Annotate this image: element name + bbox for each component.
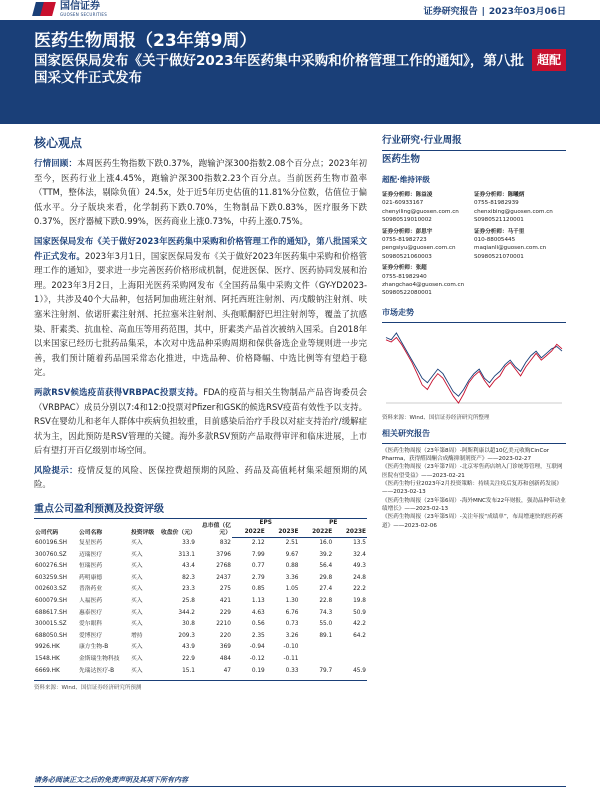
analyst-cert: S0980521070001 [474, 253, 524, 260]
cell-price: 43.4 [182, 563, 195, 570]
related-report-item[interactable]: 《医药生物周报（23年第5周）-关注年报“成绩单”，布局增速快的医药赛道》——2023-02-06 [382, 514, 563, 529]
col-mcap: 总市值（亿元） [202, 522, 231, 536]
cell-pe1: 16.0 [319, 540, 333, 547]
rsv-text: FDA的疫苗与相关生物制品产品咨询委员会（VRBPAC）成员分别以7:4和12:0投票对Pfizer和GSK的候选RSV疫苗有效性予以支持。RSV在婴幼儿和老年人群体中疾病负担较重，目前感染后治疗手段以对症支持治疗/缓解症状为主，因此预防是RSV管理的关键。海外多款RSV预防产品取得审评和临床进展，上市后有望打开百亿级别市场空间。 [34, 386, 367, 456]
cell-mcap: 421 [219, 598, 231, 605]
cell-mcap: 47 [223, 667, 231, 674]
cell-rating: 买入 [131, 644, 143, 651]
table-row [34, 665, 367, 677]
cell-price: 22.9 [182, 656, 195, 663]
col-eps-2023: 2023E [266, 528, 300, 538]
cell-pe1: 79.7 [319, 667, 333, 674]
cell-name: 先瑞达医疗-B [79, 667, 115, 674]
cell-eps2: -0.11 [283, 656, 299, 663]
cell-eps2: 1.30 [285, 598, 299, 605]
header-meta [424, 4, 566, 17]
analyst-name: 马千里 [507, 228, 525, 235]
cell-code: 600079.SH [35, 598, 68, 605]
cell-price: 30.8 [182, 621, 195, 628]
cell-rating: 买入 [131, 667, 143, 674]
rsv-paragraph [34, 385, 367, 458]
related-divider [382, 443, 566, 444]
table-row [34, 619, 367, 631]
cell-code: 603259.SH [35, 574, 68, 581]
cell-price: 209.3 [178, 632, 195, 639]
table-row [34, 607, 367, 619]
cell-eps1: 2.12 [251, 540, 265, 547]
market-review-lead: 行情回顾： [34, 158, 78, 168]
cell-eps2: 0.73 [285, 621, 299, 628]
analyst-phone: 0755-81982940 [382, 273, 427, 280]
cell-mcap: 2437 [216, 574, 231, 581]
analyst-phone: 0755-81982939 [474, 200, 519, 207]
cell-code: 300015.SZ [35, 621, 67, 628]
table-row [34, 538, 367, 550]
cell-eps1: -0.94 [249, 644, 265, 651]
procurement-lead: 国家医保局发布《关于做好2023年医药集中采购和价格管理工作的通知》，第八批国采文件正式发布。 [34, 235, 367, 261]
cell-name: 惠泰医疗 [79, 609, 103, 616]
risk-text: 疫情反复的风险、医保控费超预期的风险、药品及高值耗材集采超预期的风险。 [34, 464, 368, 490]
analyst-name: 彭思宇 [415, 228, 433, 235]
cell-eps1: 0.56 [251, 621, 265, 628]
cell-eps1: 4.63 [251, 609, 265, 616]
table-row [34, 596, 367, 608]
cell-code: 9926.HK [35, 644, 60, 651]
related-reports-title: 相关研究报告 [382, 428, 430, 438]
related-report-item[interactable]: 《医药生物周报（23年第8周）-阿斯利康以超10亿美元收购CinCor Pharma，获得醛固酮合成酶抑制剂资产》——2023-02-27 [382, 447, 550, 463]
cell-eps1: 0.85 [251, 586, 265, 593]
cell-price: 82.3 [182, 574, 195, 581]
cell-eps2: 0.33 [285, 667, 299, 674]
cell-name: 恒瑞医药 [79, 563, 103, 570]
cell-pe1: 39.2 [319, 551, 333, 558]
cell-rating: 买入 [131, 563, 143, 570]
col-pe-2023: 2023E [333, 528, 367, 538]
report-type: 证券研究报告 [423, 7, 478, 17]
cell-pe2 [333, 642, 367, 654]
chart-series-line-1 [386, 337, 562, 403]
cell-eps1: 7.99 [251, 551, 265, 558]
cell-name: 复星医药 [79, 540, 103, 547]
cell-rating: 买入 [131, 540, 143, 547]
related-report-item[interactable]: 《医药生物周报（23年第7周）-北京零售药店纳入门诊统筹管理，互联网医院有望受益》——2023-02-21 [382, 464, 563, 479]
analyst-card [474, 228, 566, 262]
cell-rating: 买入 [131, 574, 143, 581]
cell-name: 迈瑞医疗 [79, 551, 103, 558]
cell-pe1 [300, 642, 334, 654]
related-report-item[interactable]: 《医药生物行业2023年2月投资策略：持续关注疫后复苏和创新药发展》——2023-02-13 [382, 481, 563, 496]
cell-rating: 买入 [131, 656, 143, 663]
market-trend-title: 市场走势 [382, 307, 414, 317]
risk-paragraph [34, 463, 367, 492]
cell-pe2: 49.3 [353, 563, 366, 570]
analyst-card [382, 228, 474, 262]
cell-price: 33.9 [182, 540, 195, 547]
analyst-name: 张超 [415, 265, 427, 272]
table-row [34, 654, 367, 666]
report-title: 医药生物周报（23年第9周） [34, 31, 257, 51]
cell-eps1: 1.13 [251, 598, 265, 605]
cell-price: 25.8 [182, 598, 195, 605]
analyst-role: 证券分析师： [474, 228, 508, 235]
col-pe: PE [329, 520, 338, 527]
procurement-text: 2023年3月1日，国家医保局发布《关于做好2023年医药集中采购和价格管理工作的通知》，要求进一步完善医药价格形成机制，促进医保、医疗、医药协同发展和治理。2023年3月2日，上海阳光医药采购网发布《全国药品集中采购文件（GY-YD2023-1）》，共涉及40个大品种，包括阿加曲班注射剂、阿托西班注射剂、丙戊酸钠注射剂、呋塞米注射剂、依诺肝素注射剂、托拉塞米注射剂、头孢哌酮舒巴坦注射剂等，覆盖了抗感染、肝素类、抗血栓、高血压等用药范围，其中，肝素类产品首次被纳入国采。自2018年以来国家已经历七批药品集采，本次对中选品种采购周期和保供备选企业等规则进一步完善，我们预计随着药品国采常态化推进，中选品种、价格降幅、中选比例等有望趋于稳定。 [34, 250, 367, 378]
cell-name: 人福医药 [79, 598, 103, 605]
cell-pe2: 24.8 [353, 574, 366, 581]
analyst-name: 陈曦炳 [507, 192, 525, 198]
sidebar-divider [382, 150, 566, 151]
cell-pe1: 55.0 [319, 621, 333, 628]
market-review-paragraph [34, 156, 367, 229]
cell-eps1: 2.79 [251, 574, 265, 581]
cell-mcap: 2768 [216, 563, 231, 570]
cell-pe1: 56.4 [319, 563, 333, 570]
cell-pe1: 22.8 [319, 598, 333, 605]
analyst-row [382, 191, 566, 225]
cell-pe1: 27.4 [319, 586, 333, 593]
logo-cn-text: 国信证券 [60, 0, 100, 12]
cell-eps1: 0.77 [251, 563, 265, 570]
cell-price: 43.9 [182, 644, 195, 651]
report-subtitle: 国家医保局发布《关于做好2023年医药集中采购和价格管理工作的通知》，第八批国采文件正式发布 [34, 53, 524, 86]
cell-name: 爱博医疗 [79, 632, 103, 639]
cell-rating: 增持 [131, 632, 143, 639]
analyst-phone: 010-88005445 [474, 237, 516, 244]
analyst-row [382, 264, 566, 298]
cell-eps1: 2.35 [251, 632, 265, 639]
col-name: 公司名称 [79, 529, 103, 536]
cell-name: 金斯瑞生物科技 [79, 656, 120, 663]
analyst-role: 证券分析师： [382, 192, 416, 198]
cell-rating: 买入 [131, 621, 143, 628]
forecast-table-title: 重点公司盈利预测及投资评级 [34, 500, 367, 519]
analyst-phone: 0755-81982723 [382, 237, 427, 244]
cell-code: 6669.HK [35, 667, 60, 674]
cell-eps2: 6.76 [285, 609, 299, 616]
cell-eps2: 3.36 [285, 574, 299, 581]
table-source: 资料来源：Wind、国信证券经济研究所预测 [34, 680, 367, 691]
table-row [34, 572, 367, 584]
analyst-phone: 021-60933167 [382, 200, 424, 207]
analyst-role: 证券分析师： [474, 192, 508, 198]
col-eps-2022: 2022E [232, 528, 266, 538]
logo-en-text: GUOSEN SECURITIES [60, 11, 108, 17]
cell-mcap: 229 [219, 609, 231, 616]
report-date: 2023年03月06日 [488, 7, 566, 17]
chart-series-line-0 [386, 333, 562, 396]
cell-eps2: 3.26 [285, 632, 299, 639]
cell-code: 600196.SH [35, 540, 68, 547]
analyst-card [382, 264, 566, 298]
cell-name: 普洛药业 [79, 586, 103, 593]
analyst-email[interactable]: chenxibing@guosen.com.cn [474, 208, 553, 215]
cell-rating: 买入 [131, 586, 143, 593]
cell-price: 344.2 [178, 609, 195, 616]
guosen-logo-icon [34, 1, 56, 17]
cell-pe2: 32.4 [353, 551, 366, 558]
footer-rule [34, 786, 566, 787]
table-row [34, 549, 367, 561]
market-trend-divider [382, 322, 566, 323]
cell-eps2: 2.51 [285, 540, 299, 547]
cell-eps2: -0.10 [283, 644, 299, 651]
related-report-item[interactable]: 《医药生物周报（23年第6周）-海外MNC发布22年财报，强劲品种带动业绩增长》——2023-02-13 [382, 497, 566, 512]
cell-price: 23.3 [182, 586, 195, 593]
chart-source: 资料来源：Wind、国信证券经济研究所整理 [382, 414, 490, 421]
cell-code: 1548.HK [35, 656, 60, 663]
procurement-paragraph [34, 234, 367, 380]
cell-code: 688617.SH [35, 609, 68, 616]
analyst-list [382, 191, 566, 298]
cell-mcap: 832 [219, 540, 231, 547]
cell-pe2: 22.2 [353, 586, 366, 593]
guosen-logo [34, 1, 107, 17]
analyst-row [382, 228, 566, 262]
table-row [34, 584, 367, 596]
disclaimer: 请务必阅读正文之后的免责声明及其项下所有内容 [34, 776, 188, 784]
cell-eps2: 1.05 [285, 586, 299, 593]
rsv-lead: 两款RSV候选疫苗获得VRBPAC投票支持。 [34, 386, 204, 397]
industry-label: 行业研究·行业周报 [382, 135, 462, 146]
main-column [34, 134, 367, 691]
cell-eps1: -0.12 [249, 656, 265, 663]
table-row [34, 630, 367, 642]
analyst-email[interactable]: chenyiling@guosen.com.cn [382, 208, 459, 215]
cell-mcap: 220 [219, 632, 231, 639]
analyst-email[interactable]: zhangchao4@guosen.com.cn [382, 282, 465, 289]
cell-mcap: 3796 [216, 551, 231, 558]
cell-name: 爱尔眼科 [79, 621, 103, 628]
cell-pe2 [333, 654, 367, 666]
cell-rating: 买入 [131, 551, 143, 558]
analyst-cert: S0980521060003 [382, 253, 432, 260]
sector-label: 医药生物 [382, 154, 421, 165]
market-trend-svg [382, 327, 566, 411]
analyst-name: 陈益凌 [415, 192, 433, 198]
cell-pe2: 45.9 [353, 667, 366, 674]
sector-rating: 超配·维持评级 [382, 175, 430, 184]
risk-lead: 风险提示： [34, 464, 78, 475]
analyst-card [474, 191, 566, 225]
related-reports-list [382, 447, 566, 530]
col-rating: 投资评级 [131, 529, 155, 536]
table-row [34, 642, 367, 654]
cell-pe2: 19.8 [353, 598, 366, 605]
cell-eps1: 0.19 [251, 667, 265, 674]
analyst-role: 证券分析师： [382, 228, 416, 235]
cell-pe2: 64.2 [353, 632, 366, 639]
cell-name: 药明康德 [79, 574, 103, 581]
cell-mcap: 369 [219, 644, 231, 651]
col-eps: EPS [259, 520, 272, 527]
cell-pe2: 13.5 [353, 540, 366, 547]
cell-mcap: 275 [219, 586, 231, 593]
analyst-card [382, 191, 474, 225]
cell-code: 600276.SH [35, 563, 68, 570]
analyst-cert: S0980521120001 [474, 217, 524, 224]
table-row [34, 561, 367, 573]
col-code: 公司代码 [35, 529, 59, 536]
cell-code: 002603.SZ [35, 586, 67, 593]
header-separator: | [481, 7, 485, 17]
col-pe-2022: 2022E [300, 528, 334, 538]
cell-eps2: 0.88 [285, 563, 299, 570]
cell-mcap: 484 [219, 656, 231, 663]
rating-badge: 超配 [532, 49, 566, 71]
cell-pe2: 50.9 [353, 609, 366, 616]
cell-name: 康方生物-B [79, 644, 109, 651]
core-heading: 核心观点 [34, 136, 83, 150]
cell-rating: 买入 [131, 609, 143, 616]
cell-code: 300760.SZ [35, 551, 67, 558]
analyst-email[interactable]: pengsiyu@guosen.com.cn [382, 245, 456, 252]
market-review-text: 本周医药生物指数下跌0.37%，跑输沪深300指数2.08个百分点；2023年初至今，医药行业上涨4.45%，跑输沪深300指数2.23个百分点。当前医药生物市盈率（TTM，整体法，剔除负值）24.5x，处于近5年历史估值的11.81%分位数，估值位于偏低水平。分子版块来看，化学制药下跌0.70%，生物制品下跌0.83%，医疗服务下跌0.37%，医疗器械下跌0.99%，医药商业上涨0.73%，中药上涨0.75%。 [34, 158, 368, 227]
cell-price: 313.1 [178, 551, 195, 558]
analyst-email[interactable]: maqianli@guosen.com.cn [474, 245, 547, 252]
col-price: 收盘价（元） [161, 529, 196, 536]
sidebar [382, 134, 566, 530]
market-trend-chart [382, 327, 566, 411]
title-banner [0, 20, 600, 124]
cell-pe1 [300, 654, 334, 666]
analyst-cert: S0980522080001 [382, 290, 432, 297]
page-header [0, 0, 600, 20]
analyst-role: 证券分析师： [382, 265, 416, 272]
cell-pe2: 42.2 [353, 621, 366, 628]
cell-price: 15.1 [182, 667, 195, 674]
analyst-cert: S0980519010002 [382, 217, 432, 224]
cell-pe1: 89.1 [319, 632, 333, 639]
cell-mcap: 2210 [216, 621, 231, 628]
cell-rating: 买入 [131, 598, 143, 605]
cell-pe1: 74.3 [319, 609, 333, 616]
cell-pe1: 29.8 [319, 574, 333, 581]
cell-code: 688050.SH [35, 632, 68, 639]
forecast-table [34, 519, 367, 677]
cell-eps2: 9.67 [285, 551, 299, 558]
